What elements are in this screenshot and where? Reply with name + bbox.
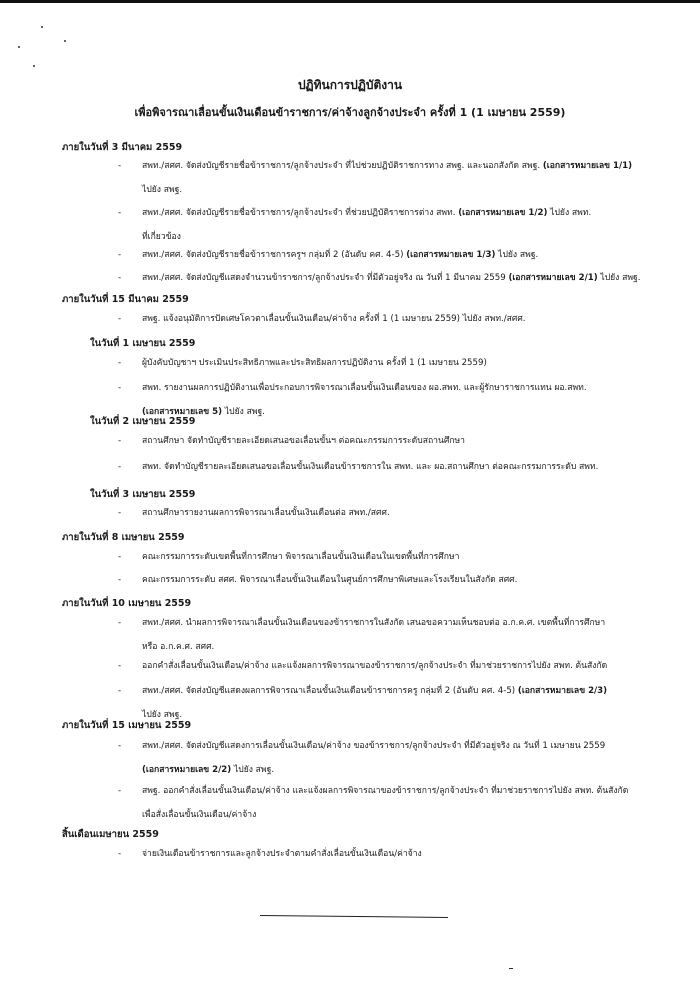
item-line-1 (142, 508, 390, 518)
item-text-part: ไปยัง สพฐ. (233, 765, 275, 775)
item-line-1 (142, 661, 607, 671)
item-line-2 (142, 400, 682, 424)
item-text-part: ที่เกี่ยวข้อง (142, 232, 181, 242)
signature-line (260, 915, 448, 918)
item-line-1 (142, 552, 459, 562)
bullet-dash: - (118, 849, 122, 859)
item-text (142, 501, 682, 525)
item-line-1 (142, 462, 598, 472)
document-title: ปฏิทินการปฏิบัติงาน (297, 78, 403, 92)
item-line-1 (142, 849, 422, 859)
item-text (142, 568, 682, 592)
item-text (142, 266, 682, 290)
item-text-part: จ่ายเงินเดือนข้าราชการและลูกจ้างประจำตามคำสั่งเลื่อนขั้นเงินเดือน/ค่าจ้าง (142, 849, 422, 859)
item-text-part: สถานศึกษารายงานผลการพิจารณาเลื่อนขั้นเงินเดือนต่อ สพท./สศศ. (142, 508, 390, 518)
bullet-dash: - (118, 552, 122, 562)
document-reference: (เอกสารหมายเลข 5) (142, 407, 223, 417)
section-heading: ภายในวันที่ 15 มีนาคม 2559 (62, 294, 189, 305)
section-heading: ในวันที่ 3 เมษายน 2559 (90, 489, 196, 500)
item-text-part: สพท./สศศ. จัดส่งบัญชีแสดงจำนวนข้าราชการ/ลูกจ้างประจำ ที่มีตัวอยู่จริง ณ วันที่ 1 มีนาคม 2559 (142, 273, 506, 283)
item-text (142, 351, 682, 375)
item-line-1 (142, 383, 587, 393)
item-line-1 (142, 436, 465, 446)
item-text-part: สพฐ. ออกคำสั่งเลื่อนขั้นเงินเดือน/ค่าจ้าง และแจ้งผลการพิจารณาของข้าราชการ/ลูกจ้างประจำ ที่มาช่วยราชการไปยัง สพท. ต้นสังกัด (142, 786, 629, 796)
item-text (142, 243, 682, 267)
item-line-1 (142, 686, 607, 696)
scan-speck (33, 65, 35, 67)
item-line-1 (142, 741, 605, 751)
bullet-dash: - (118, 273, 122, 283)
item-text-part: สถานศึกษา จัดทำบัญชีรายละเอียดเสนอขอเลื่อนขั้นฯ ต่อคณะกรรมการระดับสถานศึกษา (142, 436, 466, 446)
item-text-part: ไปยัง สพท. (550, 208, 592, 218)
item-text-part: ไปยัง สพฐ. (142, 185, 183, 195)
scan-speck (64, 40, 66, 42)
section-heading: ในวันที่ 1 เมษายน 2559 (90, 338, 196, 349)
item-text-part: เพื่อสั่งเลื่อนขั้นเงินเดือน/ค่าจ้าง (142, 810, 257, 820)
item-text (142, 779, 682, 827)
section-heading: ภายในวันที่ 3 มีนาคม 2559 (62, 142, 183, 153)
item-line-1 (142, 575, 517, 585)
item-line-1 (142, 161, 632, 171)
document-reference: (เอกสารหมายเลข 1/2) (458, 208, 548, 218)
bullet-dash: - (118, 314, 122, 324)
item-text (142, 455, 682, 479)
item-text (142, 545, 682, 569)
section-heading: ภายในวันที่ 10 เมษายน 2559 (62, 598, 192, 609)
item-text-part: สพท. จัดทำบัญชีรายละเอียดเสนอขอเลื่อนขั้นเงินเดือนข้าราชการใน สพท. และ ผอ.สถานศึกษา ต่อคณะกรรมการระดับ สพท. (142, 462, 599, 472)
document-reference: (เอกสารหมายเลข 2/2) (142, 765, 232, 775)
bullet-dash: - (118, 358, 122, 368)
bullet-dash: - (118, 508, 122, 518)
bullet-dash: - (118, 462, 122, 472)
item-line-1 (142, 786, 628, 796)
item-text-part: หรือ อ.ก.ค.ศ. สศศ. (142, 642, 215, 652)
bullet-dash: - (118, 436, 122, 446)
item-text-part: สพท./สศศ. จัดส่งบัญชีรายชื่อข้าราชการ/ลูกจ้างประจำ ที่ไปช่วยปฏิบัติราชการทาง สพฐ. และนอกสังกัด สพฐ. (142, 161, 541, 171)
item-text (142, 154, 682, 202)
item-text (142, 201, 682, 249)
item-text-part: สพท. รายงานผลการปฏิบัติงานเพื่อประกอบการพิจารณาเลื่อนขั้นเงินเดือนของ ผอ.สพท. และผู้รักษาราชการแทน ผอ.สพท. (142, 383, 587, 393)
item-line-1 (142, 618, 605, 628)
item-text-part: สพท./สศศ. จัดส่งบัญชีรายชื่อข้าราชการครูฯ กลุ่มที่ 2 (อันดับ คศ. 4-5) (142, 250, 404, 260)
item-text-part: ไปยัง สพฐ. (498, 250, 539, 260)
item-line-1 (142, 314, 526, 324)
item-line-1 (142, 273, 641, 283)
item-text-part: สพท./สศศ. จัดส่งบัญชีรายชื่อข้าราชการ/ลูกจ้างประจำ ที่ช่วยปฏิบัติราชการต่าง สพท. (142, 208, 456, 218)
item-text (142, 654, 682, 678)
item-line-1 (142, 358, 487, 368)
item-text (142, 376, 682, 424)
item-text (142, 679, 682, 727)
item-line-1 (142, 250, 538, 260)
item-text (142, 842, 682, 866)
document-subtitle: เพื่อพิจารณาเลื่อนขั้นเงินเดือนข้าราชการ/ค่าจ้างลูกจ้างประจำ ครั้งที่ 1 (1 เมษายน 2559) (134, 106, 566, 119)
item-text (142, 734, 682, 782)
item-text-part: ไปยัง สพฐ. (600, 273, 641, 283)
item-text-part: สพท./สศศ. นำผลการพิจารณาเลื่อนขั้นเงินเดือนของข้าราชการในสังกัด เสนอขอความเห็นชอบต่อ อ.ก.ค.ศ. เขตพื้นที่การศึกษา (142, 618, 606, 628)
item-line-2 (142, 178, 682, 202)
item-text-part: สพท./สศศ. จัดส่งบัญชีแสดงผลการพิจารณาเลื่อนขั้นเงินเดือนข้าราชการครู กลุ่มที่ 2 (อันดับ คศ. 4-5) (142, 686, 516, 696)
item-text (142, 429, 682, 453)
item-text-part: คณะกรรมการระดับ สศศ. พิจารณาเลื่อนขั้นเงินเดือนในศูนย์การศึกษาพิเศษและโรงเรียนในสังกัด สศศ. (142, 575, 518, 585)
bullet-dash: - (118, 250, 122, 260)
item-text (142, 307, 682, 331)
item-text-part: ไปยัง สพฐ. (224, 407, 265, 417)
item-text-part: ไปยัง สพฐ. (142, 710, 183, 720)
scan-speck (509, 968, 513, 969)
section-heading: ภายในวันที่ 8 เมษายน 2559 (62, 532, 185, 543)
item-text-part: สพท./สศศ. จัดส่งบัญชีแสดงการเลื่อนขั้นเงินเดือน/ค่าจ้าง ของข้าราชการ/ลูกจ้างประจำ ที่มีตัวอยู่จริง ณ วันที่ 1 เมษายน 2559 (142, 741, 606, 751)
section-heading: สิ้นเดือนเมษายน 2559 (62, 829, 159, 840)
item-line-2 (142, 703, 682, 727)
bullet-dash: - (118, 661, 122, 671)
bullet-dash: - (118, 575, 122, 585)
bullet-dash: - (118, 741, 122, 751)
bullet-dash: - (118, 786, 122, 796)
bullet-dash: - (118, 618, 122, 628)
item-line-2 (142, 803, 682, 827)
bullet-dash: - (118, 161, 122, 171)
item-text-part: ออกคำสั่งเลื่อนขั้นเงินเดือน/ค่าจ้าง และแจ้งผลการพิจารณาของข้าราชการ/ลูกจ้างประจำ ที่มาช่วยราชการไปยัง สพท. ต้นสังกัด (142, 661, 608, 671)
section-heading: ในวันที่ 2 เมษายน 2559 (90, 416, 196, 427)
bullet-dash: - (118, 686, 122, 696)
item-text (142, 611, 682, 659)
document-reference: (เอกสารหมายเลข 1/3) (406, 250, 496, 260)
document-reference: (เอกสารหมายเลข 1/1) (542, 161, 633, 171)
document-reference: (เอกสารหมายเลข 2/1) (508, 273, 598, 283)
bullet-dash: - (118, 383, 122, 393)
item-text-part: สพฐ. แจ้งอนุมัติการปัดเศษโควตาเลื่อนขั้นเงินเดือน/ค่าจ้าง ครั้งที่ 1 (1 เมษายน 2559) ไปยัง สพท./สศศ. (142, 314, 526, 324)
scan-speck (41, 26, 43, 28)
document-reference: (เอกสารหมายเลข 2/3) (517, 686, 608, 696)
section-heading: ภายในวันที่ 15 เมษายน 2559 (62, 720, 192, 731)
item-text-part: คณะกรรมการระดับเขตพื้นที่การศึกษา พิจารณาเลื่อนขั้นเงินเดือนในเขตพื้นที่การศึกษา (142, 552, 460, 562)
item-line-1 (142, 208, 591, 218)
item-text-part: ผู้บังคับบัญชาฯ ประเมินประสิทธิภาพและประสิทธิผลการปฏิบัติงาน ครั้งที่ 1 (1 เมษายน 2559) (142, 358, 487, 368)
scan-speck (18, 46, 20, 48)
bullet-dash: - (118, 208, 122, 218)
scan-border (0, 0, 700, 3)
